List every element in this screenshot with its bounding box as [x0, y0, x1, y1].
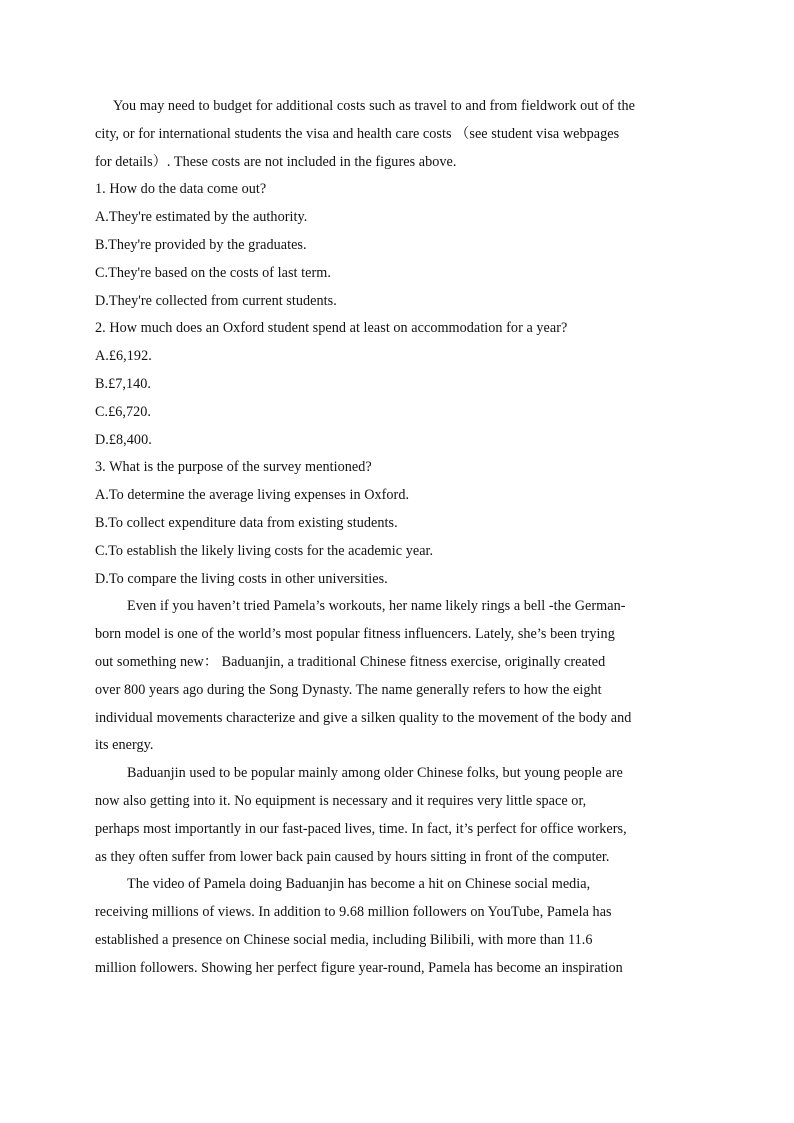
- paragraph-line: born model is one of the world’s most popular fitness influencers. Lately, she’s been trying: [95, 626, 615, 643]
- paragraph-line: The video of Pamela doing Baduanjin has become a hit on Chinese social media,: [127, 876, 591, 893]
- paragraph-line: Baduanjin used to be popular mainly among older Chinese folks, but young people are: [127, 765, 623, 782]
- option-d: D.They're collected from current students.: [95, 292, 337, 309]
- paragraph-line: now also getting into it. No equipment is necessary and it requires very little space or,: [95, 792, 587, 809]
- question-2: [95, 315, 698, 454]
- option-a: A.£6,192.: [95, 348, 152, 365]
- intro-line-1: You may need to budget for additional costs such as travel to and from fieldwork out of the: [113, 98, 636, 114]
- passage-b-paragraph-1: [95, 593, 698, 760]
- paragraph-line: receiving millions of views. In addition to 9.68 million followers on YouTube, Pamela has: [95, 904, 612, 921]
- option-d: D.To compare the living costs in other universities.: [95, 570, 388, 587]
- paragraph-line: million followers. Showing her perfect figure year-round, Pamela has become an inspiration: [95, 959, 623, 976]
- paragraph-line: Even if you haven’t tried Pamela’s workouts, her name likely rings a bell -the German-: [127, 598, 626, 615]
- intro-line-3: for details）. These costs are not included in the figures above.: [95, 153, 457, 170]
- document-page: [95, 93, 698, 983]
- question-3: [95, 454, 698, 593]
- option-b: B.To collect expenditure data from existing students.: [95, 514, 398, 531]
- option-d: D.£8,400.: [95, 431, 152, 448]
- paragraph-line: perhaps most importantly in our fast-paced lives, time. In fact, it’s perfect for office workers,: [95, 820, 627, 837]
- option-b: B.£7,140.: [95, 375, 152, 392]
- option-b: B.They're provided by the graduates.: [95, 236, 307, 253]
- intro-paragraph: [95, 93, 698, 176]
- option-c: C.To establish the likely living costs for the academic year.: [95, 542, 434, 559]
- option-c: C.£6,720.: [95, 403, 152, 420]
- passage-b-paragraph-2: [95, 760, 698, 871]
- question-1: [95, 176, 698, 315]
- paragraph-line: as they often suffer from lower back pain caused by hours sitting in front of the computer.: [95, 848, 610, 865]
- paragraph-line: individual movements characterize and give a silken quality to the movement of the body and: [95, 709, 632, 726]
- paragraph-line: established a presence on Chinese social media, including Bilibili, with more than 11.6: [95, 931, 593, 948]
- question-stem: 2. How much does an Oxford student spend at least on accommodation for a year?: [95, 320, 568, 337]
- passage-b-paragraph-3: [95, 871, 698, 982]
- paragraph-line: its energy.: [95, 737, 154, 754]
- option-a: A.To determine the average living expenses in Oxford.: [95, 487, 410, 504]
- paragraph-line: out something new： Baduanjin, a traditional Chinese fitness exercise, originally created: [95, 653, 606, 670]
- paragraph-line: over 800 years ago during the Song Dynasty. The name generally refers to how the eight: [95, 681, 602, 698]
- question-stem: 3. What is the purpose of the survey mentioned?: [95, 459, 372, 476]
- intro-line-2: city, or for international students the visa and health care costs （see student visa webpages: [95, 125, 620, 142]
- option-a: A.They're estimated by the authority.: [95, 209, 308, 226]
- option-c: C.They're based on the costs of last term.: [95, 264, 331, 281]
- question-stem: 1. How do the data come out?: [95, 181, 267, 198]
